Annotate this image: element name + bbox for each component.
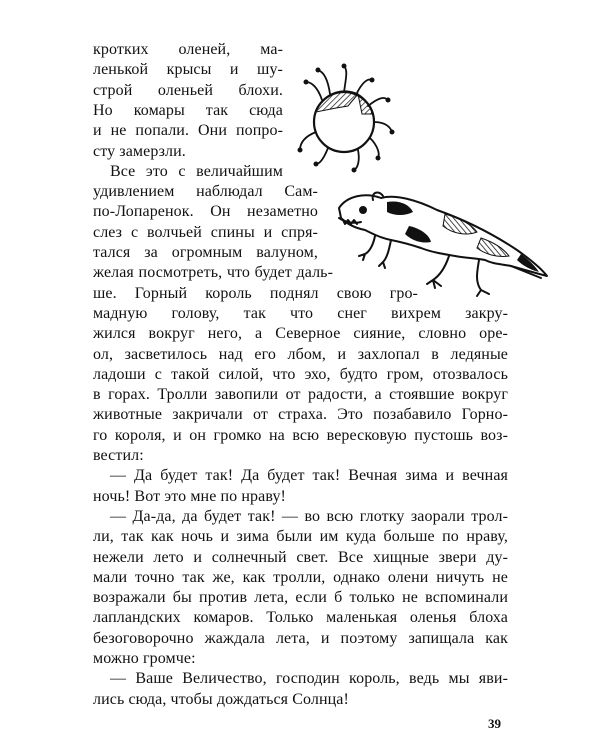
text-line-26: нежели лето и солнечный свет. Все хищные звери ду-	[93, 548, 508, 566]
text-line-27: мали точно так же, как тролли, однако олени ничуть не	[93, 568, 508, 586]
text-line-14: мадную голову, так что снег вихрем закру-	[93, 304, 508, 322]
text-line-33: лись сюда, чтобы дождаться Солнца!	[93, 690, 349, 708]
page-number: 39	[488, 716, 501, 731]
text-line-19: животные закричали от страха. Это позабавило Горно-	[93, 406, 508, 424]
text-line-24: — Да-да, да будет так! — во всю глотку заорали трол-	[110, 507, 508, 525]
text-line-25: ли, так как ночь и зима были им куда больше по нраву,	[93, 528, 508, 546]
rat-illustration	[325, 190, 555, 300]
text-line-31: можно громче:	[93, 650, 196, 667]
text-line-5: и не попали. Они попро-	[93, 122, 283, 140]
text-line-12: желая посмотреть, что будет даль-	[93, 264, 333, 282]
text-line-30: безоговорочно жаждала лета, и поэтому запищала как	[93, 629, 508, 647]
flea-illustration	[288, 60, 398, 180]
text-line-2: ленькой крысы и шу-	[93, 61, 283, 79]
text-line-15: жился вокруг него, а Северное сияние, словно оре-	[93, 325, 508, 343]
text-line-17: ладоши с такой силой, что эхо, будто гром, отозвалось	[93, 365, 508, 383]
text-line-11: тался за огромным валуном,	[93, 244, 318, 261]
text-line-13: ше. Горный король поднял свою гро-	[93, 284, 418, 302]
text-line-28: возражали бы против лета, если б только не вспоминали	[93, 589, 508, 607]
text-line-29: лапландских комаров. Только маленькая оленья блоха	[93, 609, 508, 627]
text-line-18: в горах. Тролли завопили от радости, а стоявшие вокруг	[93, 386, 508, 404]
text-line-10: слез с волчьей спины и спря-	[93, 223, 318, 241]
text-line-9: по-Лопаренок. Он незаметно	[93, 203, 318, 221]
text-line-16: ол, засветилось над его лбом, и захлопал в ледяные	[93, 345, 508, 363]
text-line-21: вестил:	[93, 447, 144, 464]
text-line-3: строй оленьей блохи.	[93, 81, 283, 99]
text-line-20: го короля, и он громко на всю вересковую пустошь воз-	[93, 426, 508, 444]
text-line-1: кротких оленей, ма-	[93, 41, 283, 58]
text-line-7: Все это с величайшим	[110, 162, 283, 180]
text-line-32: — Ваше Величество, господин король, ведь мы яви-	[110, 670, 508, 688]
text-line-4: Но комары так сюда	[93, 101, 283, 119]
text-line-8: удивлением наблюдал Сам-	[93, 183, 318, 201]
text-line-22: — Да будет так! Да будет так! Вечная зима и вечная	[110, 467, 508, 485]
text-line-6: сту замерзли.	[93, 142, 186, 160]
text-line-23: ночь! Вот это мне по нраву!	[93, 487, 286, 505]
